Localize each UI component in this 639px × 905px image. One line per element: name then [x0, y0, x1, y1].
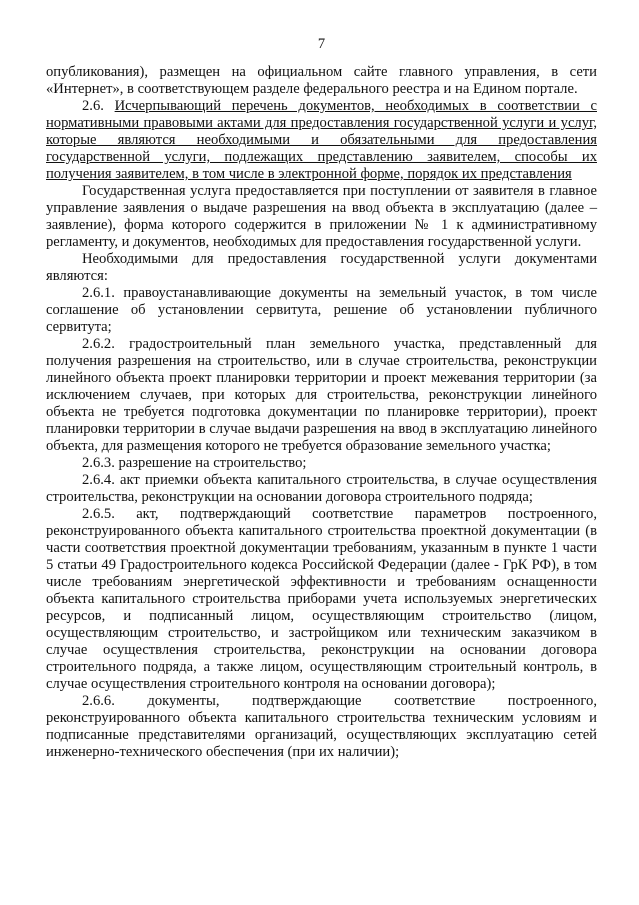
document-body	[46, 64, 597, 761]
paragraph-required-documents: Необходимыми для предоставления государственной услуги документами являются:	[46, 251, 597, 284]
page-number: 7	[317, 36, 326, 52]
section-title: Исчерпывающий перечень документов, необходимых в соответствии с нормативными правовыми актами для предоставления государственной услуги и услуг, которые являются необходимыми и обязательными для предоставления государственной услуги, подлежащих представлению заявителем, способы их получения заявителем, в том числе в электронной форме, порядок их представления	[46, 98, 597, 182]
section-2-6-heading	[46, 98, 597, 183]
list-item-2-6-5: 2.6.5. акт, подтверждающий соответствие параметров построенного, реконструированного объекта капитального строительства проектной документации (в части соответствия проектной документации требованиям, указанным в пункте 1 части 5 статьи 49 Градостроительного кодекса Российской Федерации (далее - ГрК РФ), в том числе требованиям энергетической эффективности и требованиям оснащенности объекта капитального строительства приборами учета используемых энергетических ресурсов, и подписанный лицом, осуществляющим строительство (лицом, осуществляющим строительство, и застройщиком или техническим заказчиком в случае осуществления строительства, реконструкции на основании договора строительного подряда, а также лицом, осуществляющим строительный контроль, в случае осуществления строительного контроля на основании договора);	[46, 506, 597, 692]
section-number: 2.6.	[82, 98, 104, 114]
list-item-2-6-2: 2.6.2. градостроительный план земельного участка, представленный для получения разрешения на строительство, или в случае строительства, реконструкции линейного объекта проект планировки территории и проект межевания территории (за исключением случаев, при которых для строительства, реконструкции линейного объекта не требуется подготовка документации по планировке территории), проект планировки территории в случае выдачи разрешения на ввод в эксплуатацию линейного объекта, для размещения которого не требуется образование земельного участка;	[46, 336, 597, 454]
list-item-2-6-3: 2.6.3. разрешение на строительство;	[82, 455, 307, 471]
intro-paragraph: опубликования), размещен на официальном сайте главного управления, в сети «Интернет», в соответствующем разделе федерального реестра и на Едином портале.	[46, 64, 597, 97]
list-item-2-6-1: 2.6.1. правоустанавливающие документы на земельный участок, в том числе соглашение об установлении сервитута, решение об установлении публичного сервитута;	[46, 285, 597, 335]
paragraph-service-provision: Государственная услуга предоставляется при поступлении от заявителя в главное управление заявления о выдаче разрешения на ввод объекта в эксплуатацию (далее – заявление), форма которого содержится в приложении № 1 к административному регламенту, и документов, необходимых для предоставления государственной услуги.	[46, 183, 597, 250]
list-item-2-6-4: 2.6.4. акт приемки объекта капитального строительства, в случае осуществления строительства, реконструкции на основании договора строительного подряда;	[46, 472, 597, 505]
list-item-2-6-6: 2.6.6. документы, подтверждающие соответствие построенного, реконструированного объекта капитального строительства техническим условиям и подписанные представителями организаций, осуществляющих эксплуатацию сетей инженерно-технического обеспечения (при их наличии);	[46, 693, 597, 760]
